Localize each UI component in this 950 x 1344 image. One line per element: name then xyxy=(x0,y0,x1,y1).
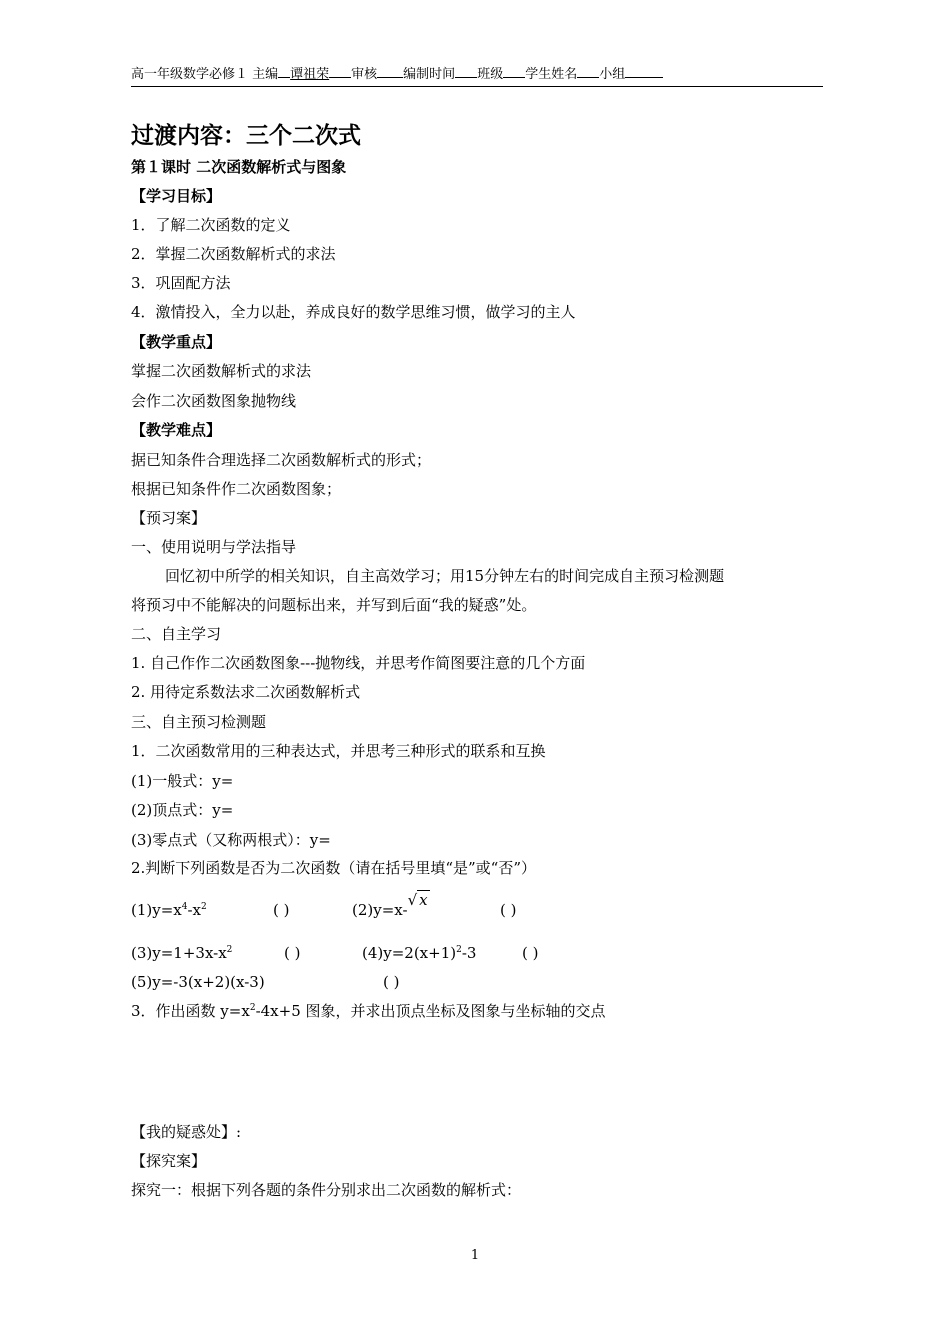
explore-heading: 【探究案】 xyxy=(131,1152,207,1170)
page-number: 1 xyxy=(470,1248,480,1263)
answer-paren: ( ) xyxy=(522,944,539,962)
header-editor: 谭祖荣 xyxy=(290,67,330,82)
difficulty-item: 根据已知条件作二次函数图象； xyxy=(131,480,342,498)
question-1: 1．二次函数常用的三种表达式，并思考三种形式的联系和互换 xyxy=(131,742,546,760)
goal-item: 3．巩固配方法 xyxy=(131,274,231,292)
section-self-test: 三、自主预习检测题 xyxy=(131,713,267,731)
instructions-text: 回忆初中所学的相关知识，自主高效学习；用15分钟左右的时间完成自主预习检测题 xyxy=(165,567,725,585)
goal-item: 1．了解二次函数的定义 xyxy=(131,216,291,234)
header-review: 审核 xyxy=(351,67,378,82)
focus-item: 掌握二次函数解析式的求法 xyxy=(131,362,312,380)
self-study-item: 2. 用待定系数法求二次函数解析式 xyxy=(131,683,361,701)
judge-item-3: $(3)y=1+3x-x^2$ xyxy=(131,944,233,962)
focus-heading: 【教学重点】 xyxy=(131,333,222,351)
preview-heading: 【预习案】 xyxy=(131,509,207,527)
goal-item: 2．掌握二次函数解析式的求法 xyxy=(131,245,336,263)
form-vertex: (2)顶点式：y= xyxy=(131,801,234,819)
page-header xyxy=(131,64,823,87)
difficulty-heading: 【教学难点】 xyxy=(131,421,222,439)
page-title: 过渡内容：三个二次式 xyxy=(131,122,361,149)
header-group: 小组 xyxy=(599,67,626,82)
instructions-text: 将预习中不能解决的问题标出来，并写到后面“我的疑惑”处。 xyxy=(131,596,537,614)
header-prefix: 高一年级数学必修１ 主编 xyxy=(131,67,279,82)
question-3: 3．作出函数 $y=x^2-4x+5$ 图象，并求出顶点坐标及图象与坐标轴的交点 xyxy=(131,1002,606,1020)
judge-item-2: (2)y=x-√ x xyxy=(352,891,428,919)
header-student: 学生姓名 xyxy=(525,67,578,82)
answer-paren: ( ) xyxy=(500,901,517,919)
answer-paren: ( ) xyxy=(383,973,400,991)
goals-heading: 【学习目标】 xyxy=(131,187,222,205)
question-2: 2.判断下列函数是否为二次函数（请在括号里填“是”或“否”） xyxy=(131,859,536,877)
header-time: 编制时间 xyxy=(403,67,456,82)
difficulty-item: 据已知条件合理选择二次函数解析式的形式； xyxy=(131,451,432,469)
section-instructions: 一、使用说明与学法指导 xyxy=(131,538,297,556)
self-study-item: 1. 自己作作二次函数图象---抛物线，并思考作简图要注意的几个方面 xyxy=(131,654,586,672)
answer-paren: ( ) xyxy=(273,901,290,919)
lesson-title: 第１课时 二次函数解析式与图象 xyxy=(131,158,347,176)
focus-item: 会作二次函数图象抛物线 xyxy=(131,392,297,410)
judge-item-4: $(4)y=2(x+1)^2-3$ xyxy=(362,944,477,962)
doubt-heading: 【我的疑惑处】: xyxy=(131,1123,242,1141)
judge-item-1: $(1)y=x^4-x^2$ xyxy=(131,901,207,919)
judge-item-5: (5)y=-3(x+2)(x-3) xyxy=(131,973,265,991)
section-self-study: 二、自主学习 xyxy=(131,625,222,643)
form-zero: (3)零点式（又称两根式）：y= xyxy=(131,831,331,849)
header-class: 班级 xyxy=(477,67,504,82)
explore-item-1: 探究一：根据下列各题的条件分别求出二次函数的解析式： xyxy=(131,1181,522,1199)
answer-paren: ( ) xyxy=(284,944,301,962)
sqrt-symbol: √ x xyxy=(407,891,428,909)
goal-item: 4．激情投入，全力以赴，养成良好的数学思维习惯，做学习的主人 xyxy=(131,303,576,321)
form-general: (1)一般式：y= xyxy=(131,772,234,790)
